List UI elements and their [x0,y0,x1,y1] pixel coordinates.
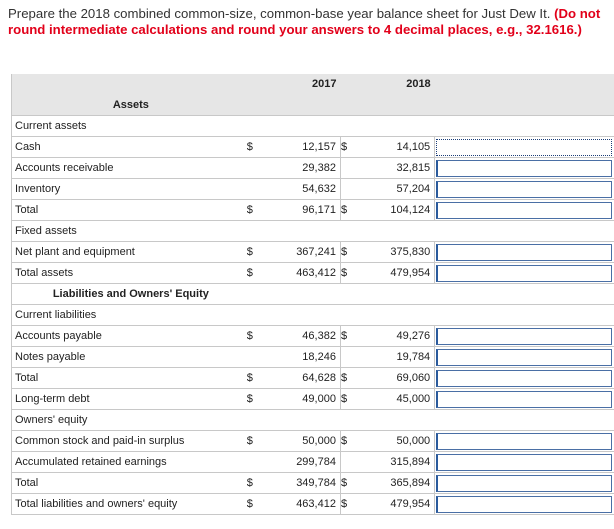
currency-symbol-2017: $ [247,200,272,221]
answer-cell [435,179,614,200]
value-2018: 14,105 [366,137,434,158]
answer-cell [435,431,614,452]
answer-cell [435,452,614,473]
section-row [12,305,614,326]
answer-input[interactable] [436,139,612,156]
balance-sheet-table [11,74,614,515]
row-label: Total assets [12,263,247,284]
value-2017: 96,171 [272,200,340,221]
currency-symbol-2017: $ [247,368,272,389]
table-row [12,137,614,158]
table-row [12,368,614,389]
answer-cell [435,389,614,410]
currency-symbol-2017: $ [247,389,272,410]
row-label: Net plant and equipment [12,242,247,263]
assets-rows [12,116,614,284]
currency-symbol-2017 [247,179,272,200]
section-row [12,221,614,242]
currency-symbol-2017: $ [247,431,272,452]
currency-symbol-2017: $ [247,494,272,515]
section-row [12,116,614,137]
row-label: Inventory [12,179,247,200]
currency-symbol-2017: $ [247,326,272,347]
assets-heading: Assets [12,94,247,116]
answer-cell [435,242,614,263]
currency-symbol-2017 [247,410,272,431]
value-2017 [272,221,340,242]
value-2018: 315,894 [366,452,434,473]
currency-symbol-2017: $ [247,263,272,284]
value-2017: 18,246 [272,347,340,368]
value-2018: 365,894 [366,473,434,494]
value-2017: 64,628 [272,368,340,389]
currency-symbol-2017 [247,305,272,326]
answer-cell [435,473,614,494]
currency-symbol-2018: $ [340,137,366,158]
currency-symbol-2018 [340,452,366,473]
value-2017: 463,412 [272,263,340,284]
value-2018 [366,221,434,242]
currency-symbol-2017 [247,452,272,473]
value-2018 [366,410,434,431]
row-label: Common stock and paid-in surplus [12,431,247,452]
currency-symbol-2017 [247,158,272,179]
table-row [12,179,614,200]
value-2017: 29,382 [272,158,340,179]
assets-heading-row [12,94,614,116]
value-2018: 49,276 [366,326,434,347]
currency-symbol-2018 [340,221,366,242]
row-label: Total [12,200,247,221]
currency-symbol-2018: $ [340,431,366,452]
currency-symbol-2017: $ [247,137,272,158]
currency-symbol-2018 [340,347,366,368]
currency-symbol-2017: $ [247,473,272,494]
section-row [12,410,614,431]
answer-cell [435,263,614,284]
instructions-rounding-note: (Do not round intermediate calculations and round your answers to 4 decimal places, e.g., 32.1616.) [8,6,601,37]
answer-input[interactable] [436,349,612,366]
value-2017: 463,412 [272,494,340,515]
table-row [12,452,614,473]
year-2017-header: 2017 [272,74,340,94]
value-2018: 45,000 [366,389,434,410]
table-row [12,326,614,347]
currency-symbol-2018: $ [340,368,366,389]
currency-symbol-2018 [340,305,366,326]
table-row [12,158,614,179]
value-2017: 349,784 [272,473,340,494]
value-2017: 54,632 [272,179,340,200]
currency-symbol-2018: $ [340,494,366,515]
answer-input[interactable] [436,244,612,261]
table-row [12,431,614,452]
value-2017: 367,241 [272,242,340,263]
row-label: Accounts payable [12,326,247,347]
answer-input[interactable] [436,496,612,513]
row-label: Accounts receivable [12,158,247,179]
answer-input[interactable] [436,181,612,198]
row-label: Fixed assets [12,221,247,242]
value-2018: 50,000 [366,431,434,452]
value-2018 [366,305,434,326]
liabilities-rows [12,305,614,515]
answer-cell [435,137,614,158]
year-2018-header: 2018 [366,74,434,94]
row-label: Cash [12,137,247,158]
row-label: Current assets [12,116,247,137]
value-2018: 19,784 [366,347,434,368]
answer-cell [435,410,614,431]
answer-input[interactable] [436,370,612,387]
currency-symbol-2018: $ [340,389,366,410]
row-label: Current liabilities [12,305,247,326]
answer-input[interactable] [436,265,612,282]
value-2017: 46,382 [272,326,340,347]
answer-cell [435,305,614,326]
table-row [12,389,614,410]
row-label: Owners' equity [12,410,247,431]
table-row [12,200,614,221]
answer-cell [435,221,614,242]
value-2017: 299,784 [272,452,340,473]
value-2018: 479,954 [366,494,434,515]
answer-cell [435,200,614,221]
table-row [12,347,614,368]
answer-cell [435,494,614,515]
row-label: Accumulated retained earnings [12,452,247,473]
table-row [12,263,614,284]
value-2018: 69,060 [366,368,434,389]
value-2017: 49,000 [272,389,340,410]
answer-cell [435,347,614,368]
table-row [12,242,614,263]
table-row [12,473,614,494]
value-2018: 32,815 [366,158,434,179]
currency-symbol-2018 [340,158,366,179]
answer-cell [435,158,614,179]
answer-input[interactable] [436,202,612,219]
liabilities-heading: Liabilities and Owners' Equity [12,284,247,305]
row-label: Total [12,368,247,389]
value-2018: 104,124 [366,200,434,221]
header-blank [12,74,247,94]
value-2017 [272,116,340,137]
row-label: Total [12,473,247,494]
answer-input[interactable] [436,475,612,492]
currency-symbol-2018: $ [340,200,366,221]
value-2017 [272,410,340,431]
currency-symbol-2018: $ [340,242,366,263]
value-2018: 57,204 [366,179,434,200]
answer-input[interactable] [436,160,612,177]
instructions [8,6,606,38]
instructions-text: Prepare the 2018 combined common-size, common-base year balance sheet for Just Dew It. [8,6,551,21]
row-label: Long-term debt [12,389,247,410]
value-2017 [272,305,340,326]
row-label: Notes payable [12,347,247,368]
value-2017: 50,000 [272,431,340,452]
answer-cell [435,116,614,137]
year-header-row [12,74,614,94]
currency-symbol-2018: $ [340,326,366,347]
row-label: Total liabilities and owners' equity [12,494,247,515]
currency-symbol-2018: $ [340,473,366,494]
currency-symbol-2017 [247,116,272,137]
value-2018: 375,830 [366,242,434,263]
answer-input[interactable] [436,433,612,450]
answer-cell [435,368,614,389]
answer-input[interactable] [436,328,612,345]
answer-input[interactable] [436,454,612,471]
currency-symbol-2017 [247,221,272,242]
currency-symbol-2017 [247,347,272,368]
answer-cell [435,326,614,347]
currency-symbol-2018: $ [340,263,366,284]
value-2018 [366,116,434,137]
currency-symbol-2017: $ [247,242,272,263]
value-2017: 12,157 [272,137,340,158]
currency-symbol-2018 [340,116,366,137]
table-row [12,494,614,515]
currency-symbol-2018 [340,179,366,200]
value-2018: 479,954 [366,263,434,284]
currency-symbol-2018 [340,410,366,431]
liabilities-heading-row [12,284,614,305]
answer-input[interactable] [436,391,612,408]
